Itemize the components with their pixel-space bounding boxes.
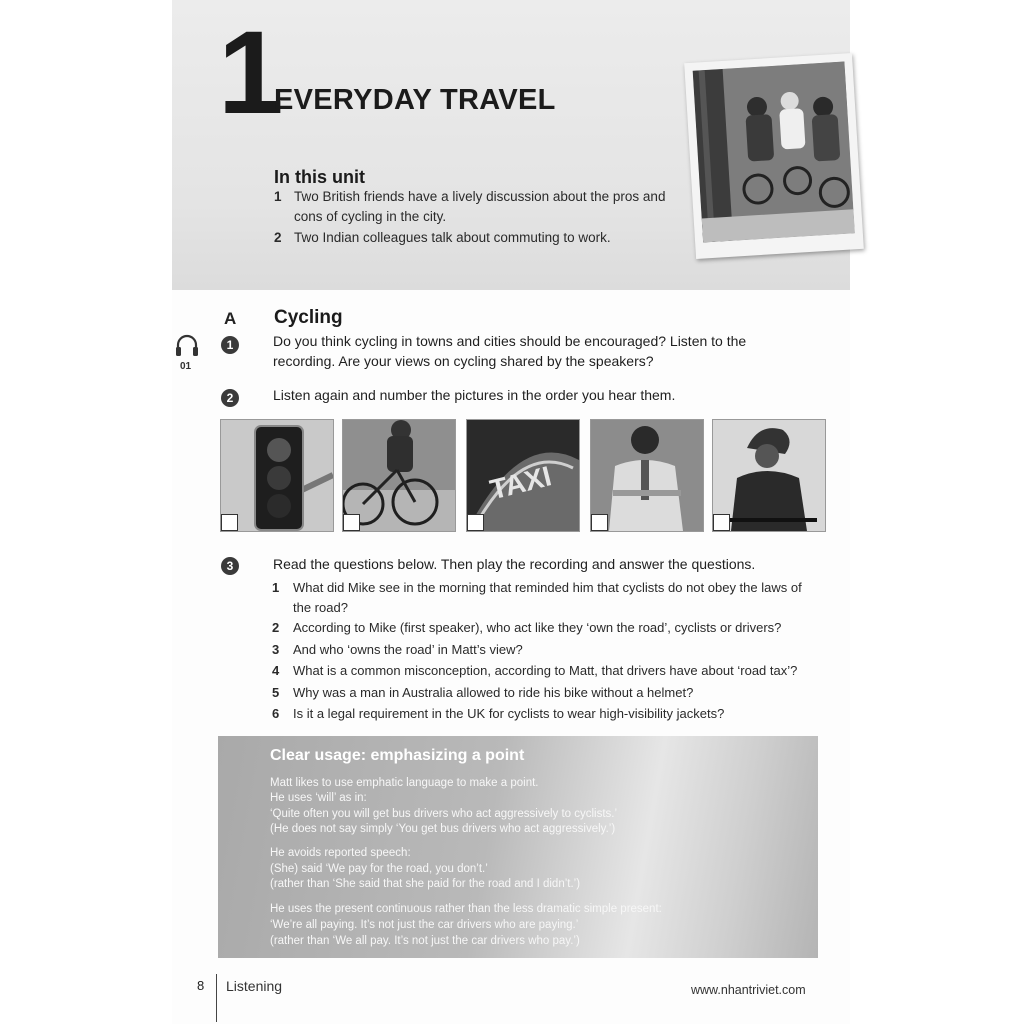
picture-order-checkbox[interactable] — [343, 514, 360, 531]
usage-line: He avoids reported speech: — [270, 847, 411, 859]
usage-line: ‘We’re all paying. It’s not just the car drivers who are paying.’ — [270, 919, 579, 931]
unit-number: 1 — [218, 7, 280, 139]
question-1 — [272, 578, 832, 618]
unit-item-1 — [274, 187, 674, 229]
picture-order-checkbox[interactable] — [713, 514, 730, 531]
task-3-instruction: Read the questions below. Then play the recording and answer the questions. — [273, 556, 756, 572]
usage-line: Matt likes to use emphatic language to make a point. — [270, 777, 539, 789]
picture-taxi-sign — [466, 419, 580, 532]
usage-line: (He does not say simply ‘You get bus drivers who act aggressively.’) — [270, 823, 616, 835]
taxi-sign-label: TAXI — [487, 460, 555, 506]
section-letter: A — [224, 309, 237, 328]
in-this-unit-heading: In this unit — [274, 167, 365, 187]
picture-cyclist-on-road — [342, 419, 456, 532]
question-3 — [272, 640, 832, 660]
cyclists-photo — [684, 53, 864, 259]
task-text-line: recording. Are your views on cycling shared by the speakers? — [273, 353, 654, 369]
question-number: 2 — [272, 620, 280, 635]
picture-order-checkbox[interactable] — [467, 514, 484, 531]
question-number: 4 — [272, 663, 280, 678]
question-text-continued: the road? — [293, 600, 348, 615]
question-text: What did Mike see in the morning that reminded him that cyclists do not obey the laws of — [293, 580, 802, 595]
question-number: 3 — [272, 642, 280, 657]
task-number-circle: 1 — [221, 336, 239, 354]
section-title: Cycling — [274, 307, 343, 328]
usage-line: (rather than ‘We all pay. It’s not just the car drivers who pay.’) — [270, 935, 580, 947]
usage-line: He uses ‘will’ as in: — [270, 792, 367, 804]
unit-item-number: 1 — [274, 189, 282, 204]
task-1-instruction — [273, 331, 833, 371]
picture-order-checkbox[interactable] — [591, 514, 608, 531]
question-text: Why was a man in Australia allowed to ride his bike without a helmet? — [293, 685, 694, 700]
unit-title: EVERYDAY TRAVEL — [274, 84, 556, 116]
unit-item-text: Two Indian colleagues talk about commuting to work. — [294, 230, 611, 245]
task-number-circle: 3 — [221, 557, 239, 575]
unit-item-2 — [274, 228, 674, 250]
picture-traffic-light — [220, 419, 334, 532]
cyclists-photo-image — [693, 62, 855, 243]
question-text: And who ‘owns the road’ in Matt’s view? — [293, 642, 523, 657]
headphones-icon[interactable] — [173, 332, 201, 360]
footer-divider — [216, 974, 217, 1022]
question-text: According to Mike (first speaker), who act like they ‘own the road’, cyclists or drivers? — [293, 620, 782, 635]
usage-line: ‘Quite often you will get bus drivers who act aggressively to cyclists.’ — [270, 808, 618, 820]
question-number: 5 — [272, 685, 280, 700]
question-text: Is it a legal requirement in the UK for cyclists to wear high-visibility jackets? — [293, 706, 725, 721]
question-number: 1 — [272, 580, 280, 595]
unit-item-text: Two British friends have a lively discussion about the pros and — [294, 189, 666, 204]
footer-url: www.nhantriviet.com — [691, 983, 806, 997]
picture-man-in-high-visibility-jacket — [590, 419, 704, 532]
usage-line: He uses the present continuous rather than the less dramatic simple present: — [270, 903, 662, 915]
unit-item-number: 2 — [274, 230, 282, 245]
cyclists-illustration — [693, 62, 855, 243]
page-number: 8 — [197, 978, 205, 993]
question-6 — [272, 704, 832, 724]
clear-usage-heading: Clear usage: emphasizing a point — [270, 747, 525, 764]
usage-line: (rather than ‘She said that she paid for the road and I didn’t.’) — [270, 878, 581, 890]
question-text: What is a common misconception, according to Matt, that drivers have about ‘road tax’? — [293, 663, 798, 678]
footer-section-name: Listening — [226, 978, 283, 994]
task-2-instruction: Listen again and number the pictures in the order you hear them. — [273, 387, 676, 403]
task-text-line: Do you think cycling in towns and cities should be encouraged? Listen to the — [273, 333, 747, 349]
task-number-circle: 2 — [221, 389, 239, 407]
audio-track-number: 01 — [180, 361, 192, 372]
picture-cyclist-with-helmet — [712, 419, 826, 532]
question-number: 6 — [272, 706, 280, 721]
picture-order-checkbox[interactable] — [221, 514, 238, 531]
question-2 — [272, 618, 832, 638]
question-4 — [272, 661, 832, 681]
question-5 — [272, 683, 832, 703]
usage-line: (She) said ‘We pay for the road, you don’t.’ — [270, 863, 488, 875]
unit-item-text-continued: cons of cycling in the city. — [294, 209, 447, 224]
